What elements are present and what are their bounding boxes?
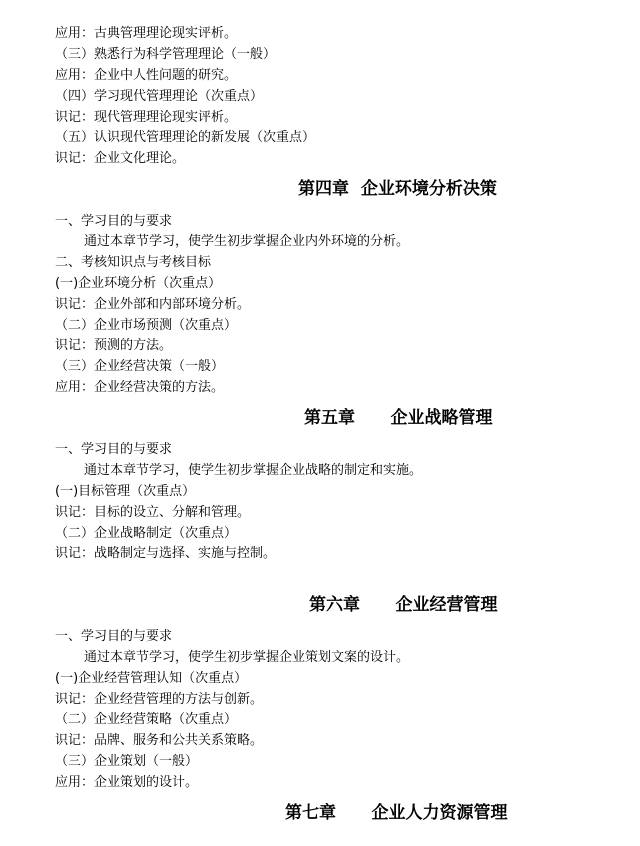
text-line: 一、学习目的与要求	[55, 442, 173, 457]
text-line: (一)企业环境分析（次重点）	[55, 276, 222, 291]
text-line: （三）熟悉行为科学管理理论（一般）	[55, 47, 277, 62]
text-line: 识记：战略制定与选择、实施与控制。	[55, 546, 277, 561]
text-line: 识记：现代管理理论现实评析。	[55, 110, 238, 125]
text-line: （二）企业市场预测（次重点）	[55, 318, 238, 333]
chapter-5-heading: 第五章 企业战略管理	[304, 408, 493, 428]
text-line: 识记：目标的设立、分解和管理。	[55, 505, 251, 520]
text-line: 应用：企业经营决策的方法。	[55, 380, 225, 395]
text-line: 识记：品牌、服务和公共关系策略。	[55, 733, 264, 748]
text-line: 应用：古典管理理论现实评析。	[55, 26, 238, 41]
text-line: （二）企业经营策略（次重点）	[55, 712, 238, 727]
text-line: 通过本章节学习，使学生初步掌握企业策划文案的设计。	[84, 650, 410, 665]
text-line: （三）企业经营决策（一般）	[55, 359, 225, 374]
text-line: （四）学习现代管理理论（次重点）	[55, 89, 264, 104]
text-line: 识记：企业经营管理的方法与创新。	[55, 692, 264, 707]
text-line: 通过本章节学习，使学生初步掌握企业内外环境的分析。	[84, 234, 410, 249]
text-line: （二）企业战略制定（次重点）	[55, 526, 238, 541]
text-line: 应用：企业策划的设计。	[55, 775, 199, 790]
text-line: （三）企业策划（一般）	[55, 754, 199, 769]
text-line: 应用：企业中人性问题的研究。	[55, 68, 238, 83]
text-line: (一)企业经营管理认知（次重点）	[55, 671, 248, 686]
chapter-7-heading: 第七章 企业人力资源管理	[285, 803, 508, 823]
text-line: 一、学习目的与要求	[55, 629, 173, 644]
chapter-6-heading: 第六章 企业经营管理	[309, 595, 498, 615]
text-line: (一)目标管理（次重点）	[55, 484, 196, 499]
text-line: 二、考核知识点与考核目标	[55, 255, 212, 270]
text-line: 一、学习目的与要求	[55, 214, 173, 229]
text-line: 识记：企业文化理论。	[55, 151, 186, 166]
text-line: 识记：预测的方法。	[55, 338, 173, 353]
text-line: （五）认识现代管理理论的新发展（次重点）	[55, 130, 316, 145]
text-line: 通过本章节学习，使学生初步掌握企业战略的制定和实施。	[84, 463, 423, 478]
text-line: 识记：企业外部和内部环境分析。	[55, 297, 251, 312]
chapter-4-heading: 第四章 企业环境分析决策	[298, 179, 497, 199]
